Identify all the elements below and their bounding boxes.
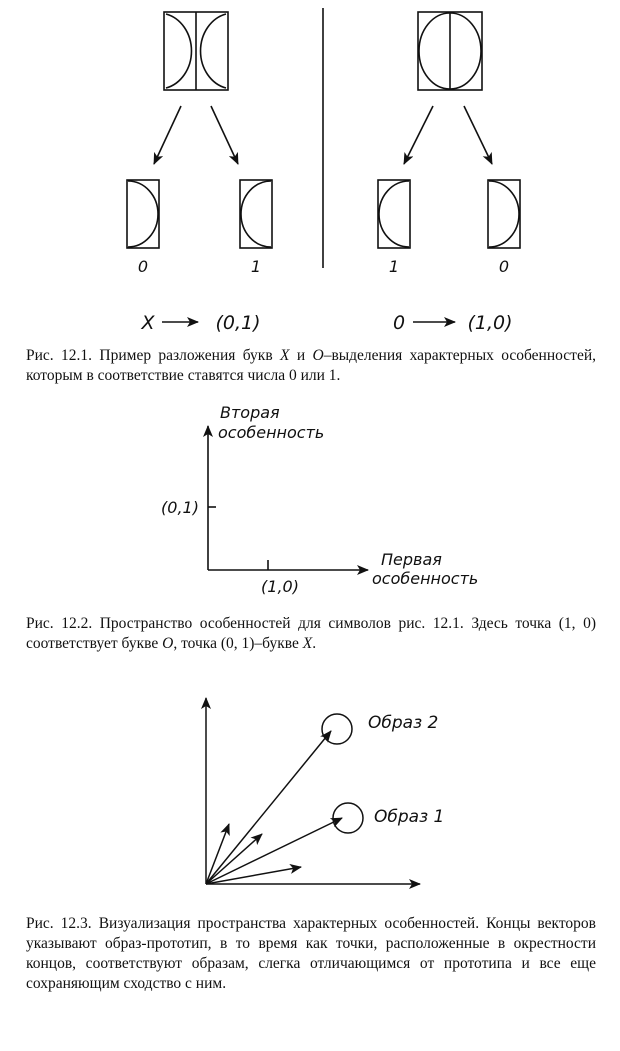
arrow-x-right — [211, 106, 238, 164]
label-image-1: Образ 1 — [374, 807, 445, 827]
caption-3-number: Рис. 12.3. — [26, 915, 92, 932]
label-o-part-left: 1 — [388, 257, 400, 276]
caption-figure-12-2 — [26, 614, 596, 654]
y-axis-label-line1: Вторая — [220, 403, 280, 422]
mapping-letter-o: 0 — [392, 312, 406, 334]
x-axis-label-line2: особенность — [372, 569, 479, 588]
x-tick-label: (1,0) — [261, 577, 299, 596]
neighborhood-circle-1 — [333, 803, 363, 833]
mapping-letter-x: X — [141, 312, 155, 334]
figure-12-3-labels — [368, 713, 444, 827]
x-part-left — [127, 180, 159, 248]
caption-2-text-b: , точка (0, 1)–букве — [173, 635, 303, 652]
caption-1-letter-o: O — [312, 347, 324, 364]
label-x-part-left: 0 — [137, 257, 149, 276]
arrow-o-left — [404, 106, 433, 164]
o-composite-glyph — [418, 12, 482, 90]
caption-1-text-a: Пример разложения букв — [92, 347, 280, 364]
caption-2-text-a: Пространство особенностей для символов рис. 12.1. Здесь точка (1, 0) соответствует букве — [26, 615, 596, 652]
caption-1-letter-x: X — [280, 347, 290, 364]
label-o-part-right: 0 — [498, 257, 510, 276]
x-part-right — [240, 180, 272, 248]
vector-prototype-1 — [206, 818, 342, 884]
figure-12-2 — [208, 426, 368, 570]
mapping-vector-o: (1,0) — [467, 312, 513, 334]
vector-short-3 — [206, 867, 301, 884]
caption-2-letter-o: O — [162, 635, 174, 652]
caption-2-number: Рис. 12.2. — [26, 615, 93, 632]
label-x-part-right: 1 — [250, 257, 262, 276]
caption-2-letter-x: X — [302, 635, 313, 652]
neighborhood-circle-2 — [322, 714, 352, 744]
caption-figure-12-3 — [26, 914, 596, 994]
caption-1-text-b: и — [289, 347, 313, 364]
vector-short-2 — [206, 834, 262, 884]
o-part-left — [378, 180, 410, 248]
caption-1-text-c: –выделения характерных особенностей, которым в соответствие ставятся числа 0 или 1. — [26, 347, 596, 384]
x-composite-glyph — [164, 12, 228, 90]
caption-2-text-c: . — [312, 635, 317, 652]
figure-12-1 — [127, 8, 520, 322]
y-axis-label-line2: особенность — [218, 423, 325, 442]
y-tick-label: (0,1) — [161, 498, 199, 517]
arrow-o-right — [464, 106, 492, 164]
caption-figure-12-1 — [26, 346, 596, 386]
x-axis-label-line1: Первая — [381, 550, 442, 569]
vector-prototype-2 — [206, 731, 331, 884]
mapping-vector-x: (0,1) — [215, 312, 261, 334]
arrow-x-left — [154, 106, 181, 164]
label-image-2: Образ 2 — [368, 713, 439, 733]
o-part-right — [488, 180, 520, 248]
caption-1-number: Рис. 12.1. — [26, 347, 93, 364]
caption-3-text: Визуализация пространства характерных особенностей. Концы векторов указывают образ-прототип, в то время как точки, расположенные в окрестности концов, соответствуют образам, слегка отличающимся от прототипа и все еще сохраняющим сходство с ним. — [26, 915, 596, 992]
